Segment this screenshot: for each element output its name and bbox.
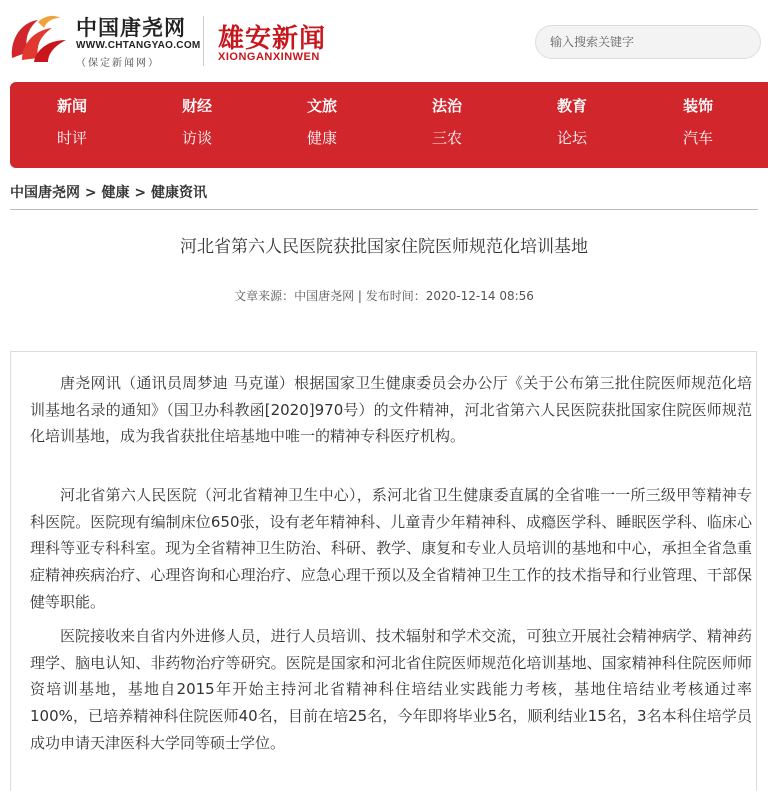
- breadcrumb-home[interactable]: 中国唐尧网: [10, 185, 80, 201]
- breadcrumb-divider: [10, 209, 758, 210]
- nav-item-education[interactable]: 教育: [556, 97, 587, 115]
- nav-item-health[interactable]: 健康: [306, 129, 337, 147]
- nav-col-3: [282, 82, 362, 148]
- nav-item-forum[interactable]: 论坛: [556, 129, 587, 147]
- site-logo-url: WWW.CHTANGYAO.COM: [76, 40, 201, 51]
- article-paragraph: 河北省第六人民医院（河北省精神卫生中心），系河北省卫生健康委直属的全省唯一一所三级甲等精神专科医院。医院现有编制床位650张，设有老年精神科、儿童青少年精神科、成瘾医学科、睡眠医学科、临床心理科等亚专科科室。现为全省精神卫生防治、科研、教学、康复和专业人员培训的基地和中心，承担全省急重症精神疾病治疗、心理咨询和心理治疗、应急心理干预以及全省精神卫生工作的技术指导和行业管理、干部保健等职能。: [30, 486, 752, 611]
- breadcrumb-section[interactable]: 健康: [101, 185, 130, 201]
- nav-item-interview[interactable]: 访谈: [181, 129, 212, 147]
- nav-item-law[interactable]: 法治: [431, 97, 462, 115]
- nav-col-1: [32, 82, 112, 148]
- logo-divider: [203, 16, 204, 66]
- breadcrumb-separator: >: [80, 185, 102, 201]
- nav-col-4: [407, 82, 487, 148]
- site-header: [0, 0, 768, 82]
- site-logo-text[interactable]: 中国唐尧网: [76, 15, 186, 40]
- nav-col-6: [658, 82, 738, 148]
- nav-item-agriculture[interactable]: 三农: [431, 129, 462, 147]
- breadcrumb-subsection[interactable]: 健康资讯: [150, 185, 207, 201]
- xiongan-news-logo[interactable]: 雄安新闻: [218, 24, 327, 54]
- nav-item-decoration[interactable]: 装饰: [682, 97, 713, 115]
- nav-item-commentary[interactable]: 时评: [56, 129, 87, 147]
- breadcrumb-separator: >: [129, 185, 151, 201]
- nav-col-5: [532, 82, 612, 148]
- article-meta: 文章来源：中国唐尧网 | 发布时间：2020-12-14 08:56: [234, 289, 534, 303]
- article-title: 河北省第六人民医院获批国家住院医师规范化培训基地: [180, 237, 588, 257]
- xiongan-news-logo-en: XIONGANXINWEN: [218, 51, 320, 63]
- nav-item-finance[interactable]: 财经: [181, 97, 212, 115]
- nav-item-culture-travel[interactable]: 文旅: [306, 97, 337, 115]
- article-body: [10, 351, 757, 791]
- article-paragraph: 医院接收来自省内外进修人员，进行人员培训、技术辐射和学术交流，可独立开展社会精神病学、精神药理学、脑电认知、非药物治疗等研究。医院是国家和河北省住院医师规范化培训基地、国家精神科住院医师师资培训基地，基地自2015年开始主持河北省精神科住培结业实践能力考核，基地住培结业考核通过率100%，已培养精神科住院医师40名，目前在培25名，今年即将毕业5名，顺利结业15名，3名本科住培学员成功申请天津医科大学同等硕士学位。: [30, 627, 752, 752]
- breadcrumb: [10, 182, 207, 202]
- search-input[interactable]: [535, 25, 761, 59]
- site-logo-subtitle: （保定新闻网）: [76, 58, 160, 69]
- nav-item-auto[interactable]: 汽车: [682, 129, 713, 147]
- article-paragraph: 唐尧网讯（通讯员周梦迪 马克谨）根据国家卫生健康委员会办公厅《关于公布第三批住院医师规范化培训基地名录的通知》（国卫办科教函[2020]970号）的文件精神，河北省第六人民医院获批国家住院医师规范化培训基地，成为我省获批住培基地中唯一的精神专科医疗机构。: [30, 374, 752, 446]
- tangyao-flame-logo-icon[interactable]: [8, 8, 70, 66]
- main-nav: [10, 82, 768, 168]
- nav-item-news[interactable]: 新闻: [56, 97, 87, 115]
- nav-col-2: [157, 82, 237, 148]
